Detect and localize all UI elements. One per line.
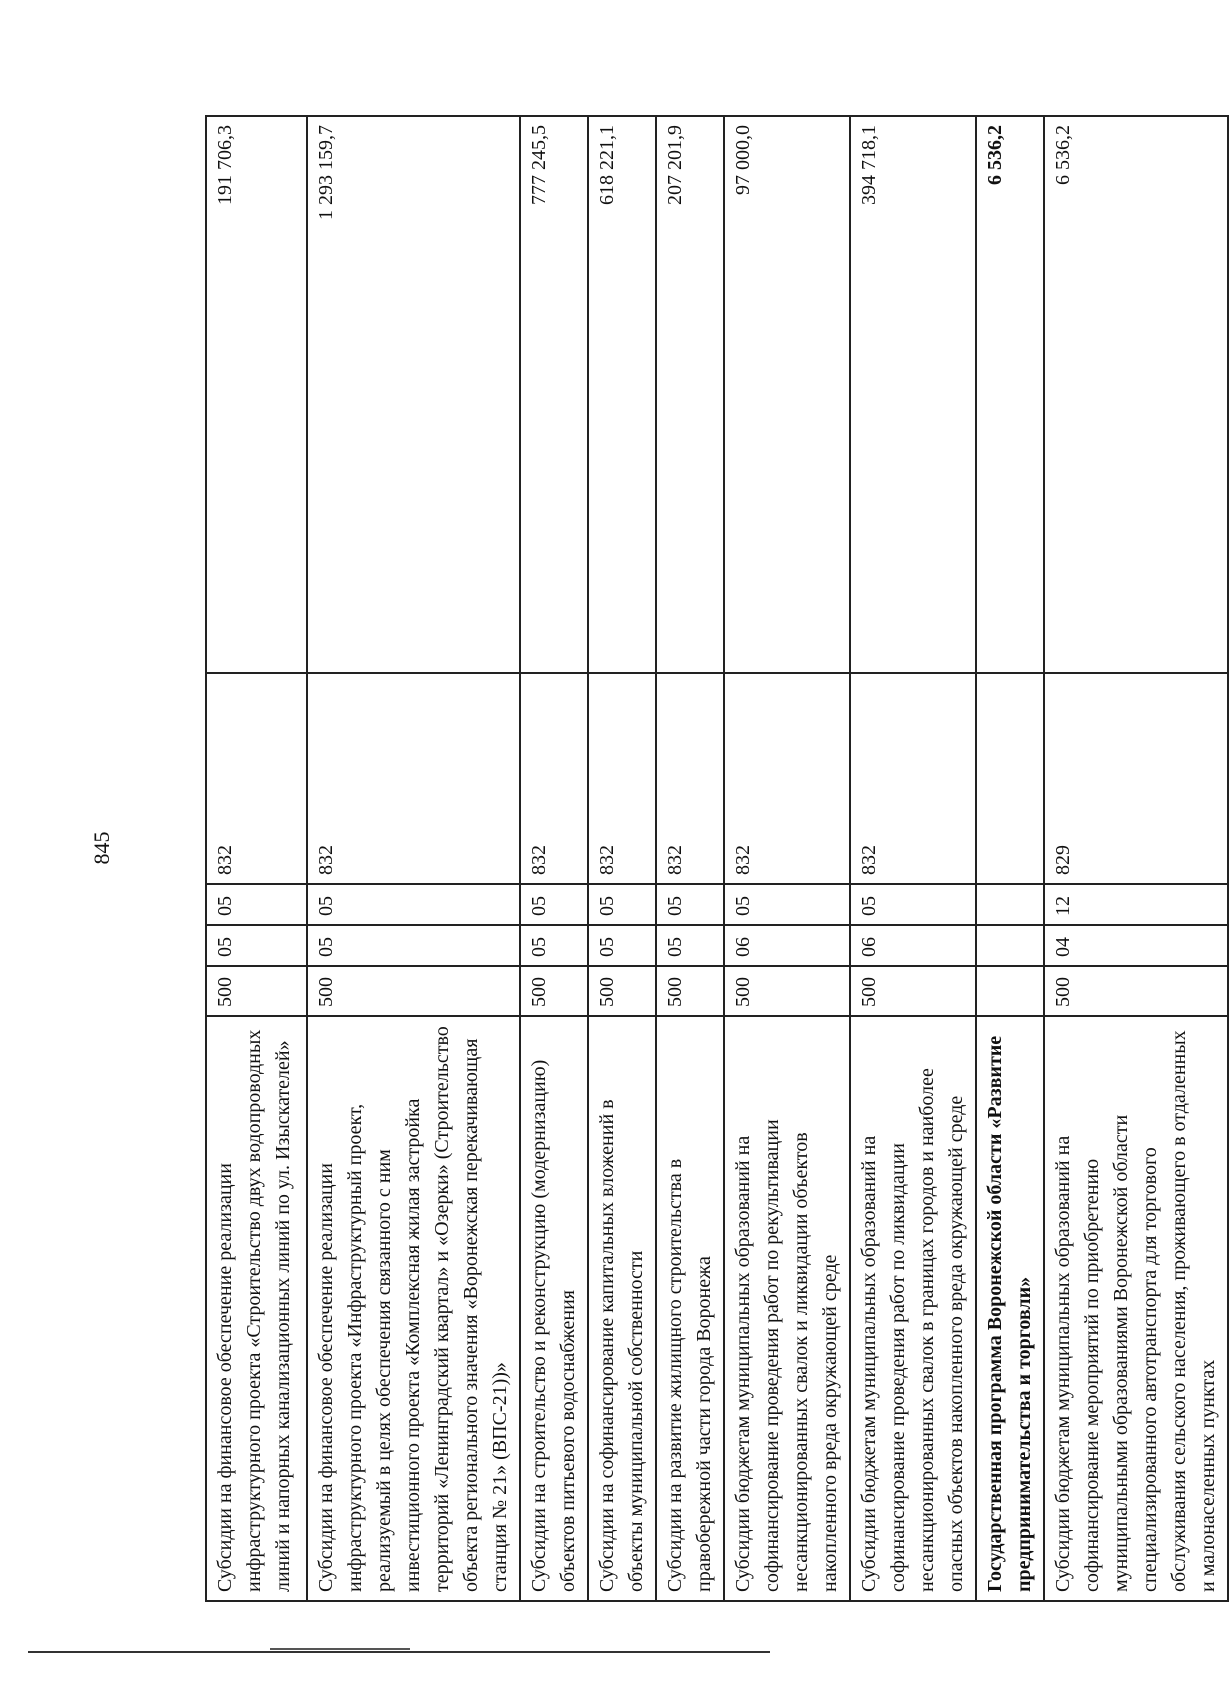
cell-amount: 207 201,9 — [656, 116, 724, 673]
cell-description: Субсидии бюджетам муниципальных образований на софинансирование мероприятий по приобретению муниципальными образованиями Воронежской области специализированного автотранспорта для торгового обслуживания сельского населения, проживающего в отдаленных и малонаселенных пунктах — [1044, 1016, 1228, 1601]
cell-description: Субсидии на строительство и реконструкцию (модернизацию) объектов питьевого водоснабжения — [520, 1016, 588, 1601]
cell-expense-type — [976, 673, 1044, 884]
cell-subsection-code: 05 — [307, 884, 520, 925]
cell-subsection-code: 05 — [206, 884, 307, 925]
cell-description: Субсидии бюджетам муниципальных образований на софинансирование проведения работ по рекультивации несанкционированных свалок и ликвидации объектов накопленного вреда окружающей среде — [724, 1016, 850, 1601]
budget-table — [205, 115, 1229, 1602]
cell-section-code: 06 — [724, 925, 850, 966]
cell-grbs-code: 500 — [850, 966, 976, 1016]
cell-amount: 6 536,2 — [976, 116, 1044, 673]
cell-section-code: 06 — [850, 925, 976, 966]
cell-amount: 618 221,1 — [588, 116, 656, 673]
cell-amount: 1 293 159,7 — [307, 116, 520, 673]
cell-amount: 191 706,3 — [206, 116, 307, 673]
cell-section-code: 05 — [588, 925, 656, 966]
cell-section-code: 05 — [656, 925, 724, 966]
cell-subsection-code: 12 — [1044, 884, 1228, 925]
cell-grbs-code: 500 — [307, 966, 520, 1016]
cell-section-code: 05 — [206, 925, 307, 966]
cell-amount: 394 718,1 — [850, 116, 976, 673]
cell-description: Субсидии на софинансирование капитальных вложений в объекты муниципальной собственности — [588, 1016, 656, 1601]
cell-section-code: 05 — [520, 925, 588, 966]
cell-description: Субсидии на финансовое обеспечение реализации инфраструктурного проекта «Инфраструктурный проект, реализуемый в целях обеспечения связанного с ним инвестиционного проекта «Комплексная жилая застройка территорий «Ленинградский квартал» и «Озерки» (Строительство объекта регионального значения «Воронежская перекачивающая станция № 21» (ВПС-21))» — [307, 1016, 520, 1601]
bottom-rule-accent — [270, 1648, 410, 1650]
cell-expense-type: 832 — [206, 673, 307, 884]
cell-expense-type: 829 — [1044, 673, 1228, 884]
cell-grbs-code: 500 — [588, 966, 656, 1016]
rotated-table-wrapper — [205, 117, 1219, 1602]
table-row — [588, 116, 656, 1601]
cell-grbs-code: 500 — [206, 966, 307, 1016]
cell-subsection-code: 05 — [656, 884, 724, 925]
rotated-table-frame — [205, 117, 1219, 1602]
cell-description: Субсидии бюджетам муниципальных образований на софинансирование проведения работ по ликвидации несанкционированных свалок в границах городов и наиболее опасных объектов накопленного вреда окружающей среде — [850, 1016, 976, 1601]
budget-table-body — [206, 116, 1228, 1601]
cell-subsection-code: 05 — [850, 884, 976, 925]
cell-subsection-code: 05 — [588, 884, 656, 925]
cell-section-code: 04 — [1044, 925, 1228, 966]
cell-grbs-code: 500 — [656, 966, 724, 1016]
table-row — [850, 116, 976, 1601]
cell-expense-type: 832 — [588, 673, 656, 884]
cell-amount: 6 536,2 — [1044, 116, 1228, 673]
cell-expense-type: 832 — [307, 673, 520, 884]
cell-amount: 777 245,5 — [520, 116, 588, 673]
cell-description: Государственная программа Воронежской области «Развитие предпринимательства и торговли» — [976, 1016, 1044, 1601]
cell-subsection-code: 05 — [724, 884, 850, 925]
cell-section-code — [976, 925, 1044, 966]
cell-grbs-code — [976, 966, 1044, 1016]
table-row — [307, 116, 520, 1601]
cell-subsection-code: 05 — [520, 884, 588, 925]
bottom-rule — [28, 1651, 770, 1653]
cell-grbs-code: 500 — [724, 966, 850, 1016]
table-row — [1044, 116, 1228, 1601]
cell-expense-type: 832 — [520, 673, 588, 884]
cell-grbs-code: 500 — [520, 966, 588, 1016]
table-row — [520, 116, 588, 1601]
cell-section-code: 05 — [307, 925, 520, 966]
table-row — [206, 116, 307, 1601]
page-number: 845 — [89, 831, 114, 865]
cell-description: Субсидии на развитие жилищного строительства в правобережной части города Воронежа — [656, 1016, 724, 1601]
table-row — [724, 116, 850, 1601]
cell-subsection-code — [976, 884, 1044, 925]
cell-grbs-code: 500 — [1044, 966, 1228, 1016]
table-row — [656, 116, 724, 1601]
cell-expense-type: 832 — [724, 673, 850, 884]
cell-amount: 97 000,0 — [724, 116, 850, 673]
cell-description: Субсидии на финансовое обеспечение реализации инфраструктурного проекта «Строительство двух водопроводных линий и напорных канализационных линий по ул. Изыскателей» — [206, 1016, 307, 1601]
cell-expense-type: 832 — [656, 673, 724, 884]
table-row — [976, 116, 1044, 1601]
cell-expense-type: 832 — [850, 673, 976, 884]
